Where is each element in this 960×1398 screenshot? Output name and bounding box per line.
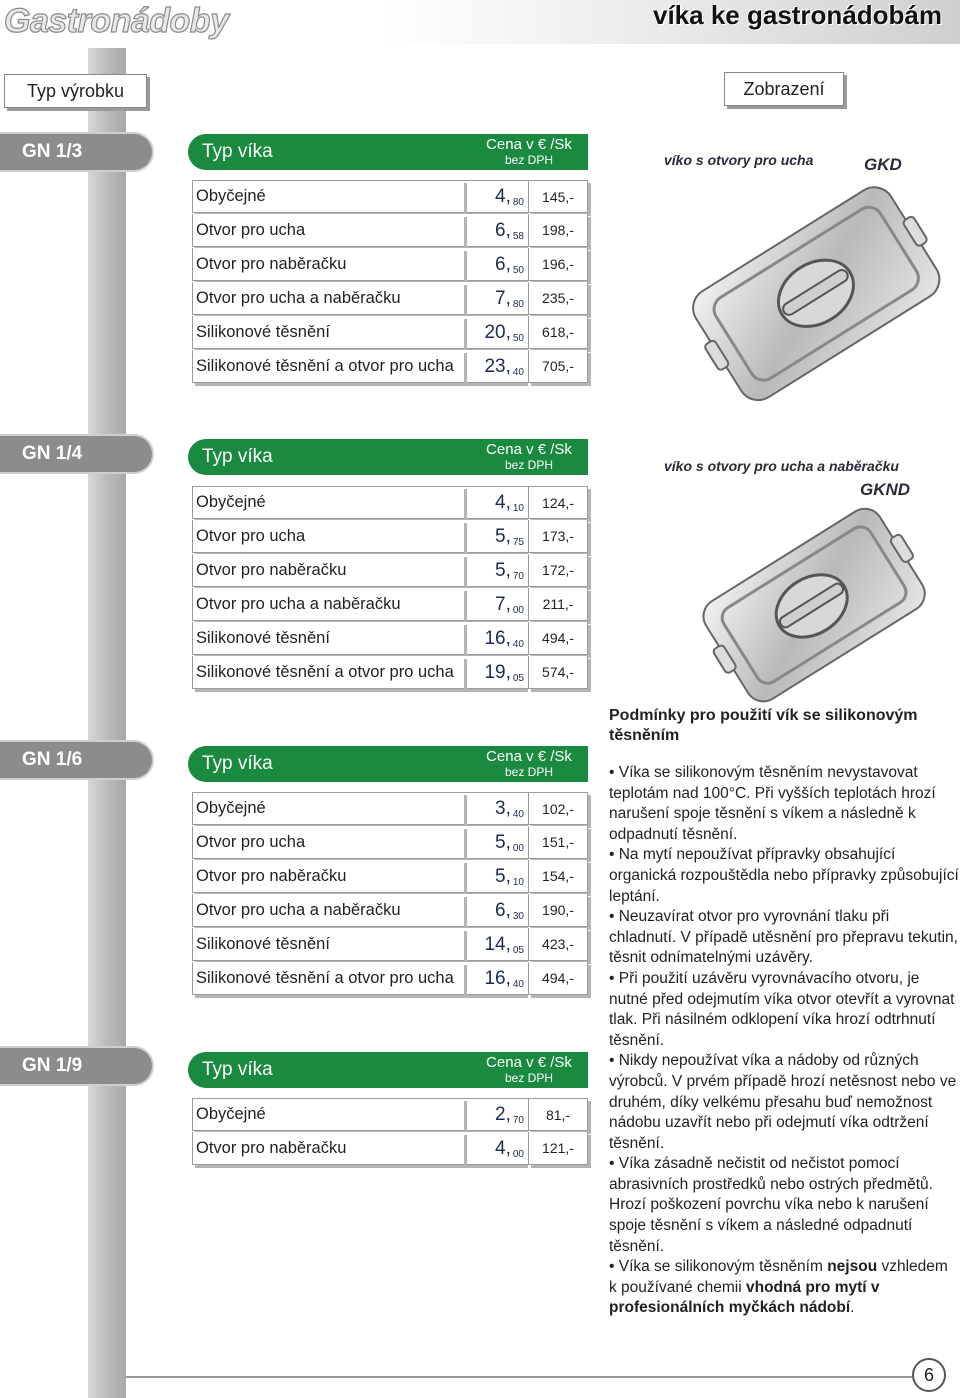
price-currency-label: Cena v € /Sk [486,1054,572,1071]
notes-title: Podmínky pro použití vík se silikonovým těsněním [609,707,918,744]
price-eur-cell [464,928,528,961]
gn-size-tag: GN 1/4 [0,436,152,472]
lid-type-cell: Obyčejné [192,486,464,519]
price-sk-cell: 154,- [528,860,588,893]
price-eur-cents: 75 [512,537,524,548]
lid-type-header: Typ víka [202,446,273,467]
lid-type-cell: Otvor pro naběračku [192,248,464,281]
price-eur-cell [464,486,528,519]
product-gkd-code: GKD [864,155,902,174]
vat-label: bez DPH [504,765,554,779]
price-eur-cents: 80 [512,299,524,310]
price-eur-whole: 5, [495,832,511,853]
note-item-last [609,1257,959,1319]
price-sk-cell: 494,- [528,962,588,995]
price-eur-whole: 3, [495,798,511,819]
table-header [188,134,588,170]
table-header [188,1052,588,1088]
price-eur-whole: 5, [495,866,511,887]
display-label: Zobrazení [724,72,844,106]
price-eur-cents: 58 [512,231,524,242]
table-row [192,554,588,588]
price-eur-cents: 10 [512,877,524,888]
note-item: • Při použití uzávěru vyrovnávacího otvoru, je nutné před odejmutím víka otvor otevřít a vyrovnat tlak. Při násilném odklopení víka hrozí odtrhnutí těsnění. [609,969,955,1049]
page-title: víka ke gastronádobám [653,0,942,30]
price-eur-whole: 20, [484,322,511,343]
table-row [192,962,588,996]
vat-label: bez DPH [504,1071,554,1085]
price-eur-cell [464,214,528,247]
note-item: • Víka se silikonovým těsněním nevystavovat teplotám nad 100°C. Při vyšších teplotách hrozí narušení spoje těsnění s víkem a následně k odpadnutí těsnění. [609,764,936,843]
price-table [192,180,588,384]
lid-image-gkd [658,160,958,410]
price-eur-cents: 00 [512,1149,524,1160]
price-eur-cents: 40 [512,809,524,820]
price-sk-cell: 151,- [528,826,588,859]
price-sk-cell: 196,- [528,248,588,281]
brand-title: Gastronádoby [4,2,229,40]
price-sk-cell: 494,- [528,622,588,655]
table-row [192,1132,588,1166]
price-eur-whole: 16, [484,628,511,649]
price-eur-cell [464,248,528,281]
price-eur-cell [464,622,528,655]
price-eur-cents: 70 [512,571,524,582]
price-eur-cell [464,350,528,383]
table-row [192,928,588,962]
price-eur-cents: 00 [512,843,524,854]
table-row [192,350,588,384]
lid-type-cell: Otvor pro ucha [192,214,464,247]
usage-notes [609,706,959,1319]
lid-type-header: Typ víka [202,1059,273,1080]
table-row [192,792,588,826]
table-row [192,520,588,554]
lid-type-cell: Silikonové těsnění [192,316,464,349]
price-sk-cell: 618,- [528,316,588,349]
note-item: • Víka zásadně nečistit od nečistot pomocí abrasivních prostředků nebo ostrých předmětů. Hrozí poškození povrchu víka nebo k narušení spoje těsnění s víkem a následné odpadnutí těsnění. [609,1155,933,1255]
price-eur-whole: 23, [484,356,511,377]
price-sk-cell: 81,- [528,1098,588,1131]
note-last-post: . [850,1299,855,1317]
lid-type-cell: Otvor pro naběračku [192,554,464,587]
lid-type-cell: Otvor pro ucha a naběračku [192,588,464,621]
vat-label: bez DPH [504,458,554,472]
price-sk-cell: 190,- [528,894,588,927]
price-eur-cell [464,894,528,927]
price-sk-cell: 145,- [528,180,588,213]
price-eur-whole: 4, [495,1138,511,1159]
table-row [192,248,588,282]
lid-type-cell: Obyčejné [192,792,464,825]
price-eur-cell [464,282,528,315]
price-eur-whole: 7, [495,288,511,309]
lid-type-cell: Otvor pro ucha [192,826,464,859]
price-eur-cents: 70 [512,1115,524,1126]
price-eur-whole: 6, [495,900,511,921]
price-eur-cents: 50 [512,333,524,344]
product-gknd-caption: víko s otvory pro ucha a naběračku [664,458,899,474]
price-eur-cell [464,656,528,689]
price-eur-cents: 80 [512,197,524,208]
lid-image-gknd [658,490,958,720]
table-row [192,1098,588,1132]
price-sk-cell: 211,- [528,588,588,621]
price-table [192,1098,588,1166]
table-row [192,180,588,214]
price-eur-whole: 14, [484,934,511,955]
note-last-pre: • Víka se silikonovým těsněním [609,1258,828,1276]
table-row [192,656,588,690]
price-header [470,749,588,778]
price-eur-cell [464,180,528,213]
price-sk-cell: 121,- [528,1132,588,1165]
price-currency-label: Cena v € /Sk [486,748,572,765]
price-sk-cell: 423,- [528,928,588,961]
price-eur-cell [464,520,528,553]
price-eur-whole: 6, [495,220,511,241]
price-eur-cents: 00 [512,605,524,616]
table-row [192,622,588,656]
lid-type-header: Typ víka [202,753,273,774]
price-header [470,1055,588,1084]
note-last-mid: vzhledem k používané chemii [609,1258,948,1296]
price-eur-whole: 5, [495,560,511,581]
price-eur-cell [464,554,528,587]
price-sk-cell: 102,- [528,792,588,825]
price-eur-cell [464,588,528,621]
table-header [188,746,588,782]
product-gknd-code: GKND [860,480,911,499]
table-row [192,214,588,248]
price-eur-cell [464,860,528,893]
lid-type-cell: Otvor pro naběračku [192,1132,464,1165]
price-eur-cell [464,826,528,859]
price-table [192,792,588,996]
lid-type-cell: Obyčejné [192,180,464,213]
price-eur-whole: 4, [495,186,511,207]
price-eur-cell [464,962,528,995]
price-eur-cell [464,316,528,349]
note-last-bold1: nejsou [827,1258,878,1276]
vertical-pole-decoration [88,48,126,1398]
price-eur-whole: 4, [495,492,511,513]
table-row [192,486,588,520]
gn-size-tag: GN 1/9 [0,1048,152,1084]
price-sk-cell: 574,- [528,656,588,689]
note-item: • Neuzavírat otvor pro vyrovnání tlaku při chladnutí. V případě utěsnění pro přepravu tekutin, těsnit odnímatelnými uzávěry. [609,908,958,967]
price-eur-whole: 6, [495,254,511,275]
table-row [192,826,588,860]
note-item: • Na mytí nepoužívat přípravky obsahující organická rozpouštědla nebo přípravky způsobující leptání. [609,846,959,905]
vat-label: bez DPH [504,153,554,167]
price-eur-cents: 40 [512,367,524,378]
price-eur-whole: 5, [495,526,511,547]
lid-type-cell: Otvor pro ucha a naběračku [192,894,464,927]
price-eur-cents: 40 [512,979,524,990]
price-eur-cents: 05 [512,673,524,684]
gn-size-tag: GN 1/6 [0,742,152,778]
lid-type-cell: Obyčejné [192,1098,464,1131]
price-header [470,442,588,471]
price-sk-cell: 124,- [528,486,588,519]
lid-type-cell: Silikonové těsnění a otvor pro ucha [192,350,464,383]
price-currency-label: Cena v € /Sk [486,136,572,153]
price-eur-cell [464,1098,528,1131]
price-header [470,137,588,166]
table-header [188,439,588,475]
price-eur-whole: 2, [495,1104,511,1125]
price-eur-cents: 50 [512,265,524,276]
price-currency-label: Cena v € /Sk [486,441,572,458]
price-sk-cell: 235,- [528,282,588,315]
lid-type-cell: Silikonové těsnění [192,622,464,655]
table-row [192,588,588,622]
price-sk-cell: 173,- [528,520,588,553]
lid-type-cell: Silikonové těsnění a otvor pro ucha [192,962,464,995]
product-gkd-caption: víko s otvory pro ucha [664,152,814,168]
lid-type-cell: Silikonové těsnění a otvor pro ucha [192,656,464,689]
price-eur-whole: 16, [484,968,511,989]
note-item: • Nikdy nepoužívat víka a nádoby od různých výrobců. V prvém případě hrozí netěsnost nebo ve druhém, díky velkému přesahu buď nemožnost nádobu uzavřít nebo při odejmutí víka odtržení těsnění. [609,1052,957,1152]
page-number: 6 [912,1358,946,1392]
price-eur-cents: 30 [512,911,524,922]
table-row [192,894,588,928]
lid-type-cell: Otvor pro ucha [192,520,464,553]
price-eur-cents: 10 [512,503,524,514]
price-sk-cell: 172,- [528,554,588,587]
footer-line [126,1376,912,1378]
gn-size-tag: GN 1/3 [0,134,152,170]
price-eur-cell [464,792,528,825]
lid-type-cell: Otvor pro ucha a naběračku [192,282,464,315]
price-eur-cents: 40 [512,639,524,650]
table-row [192,282,588,316]
lid-type-cell: Otvor pro naběračku [192,860,464,893]
lid-type-cell: Silikonové těsnění [192,928,464,961]
price-eur-cell [464,1132,528,1165]
table-row [192,860,588,894]
lid-type-header: Typ víka [202,141,273,162]
product-type-label: Typ výrobku [4,74,147,108]
price-sk-cell: 705,- [528,350,588,383]
price-eur-whole: 7, [495,594,511,615]
note-last-bold2: vhodná pro mytí v profesionálních myčkách nádobí [609,1278,880,1317]
price-eur-cents: 05 [512,945,524,956]
table-row [192,316,588,350]
price-eur-whole: 19, [484,662,511,683]
price-sk-cell: 198,- [528,214,588,247]
price-table [192,486,588,690]
